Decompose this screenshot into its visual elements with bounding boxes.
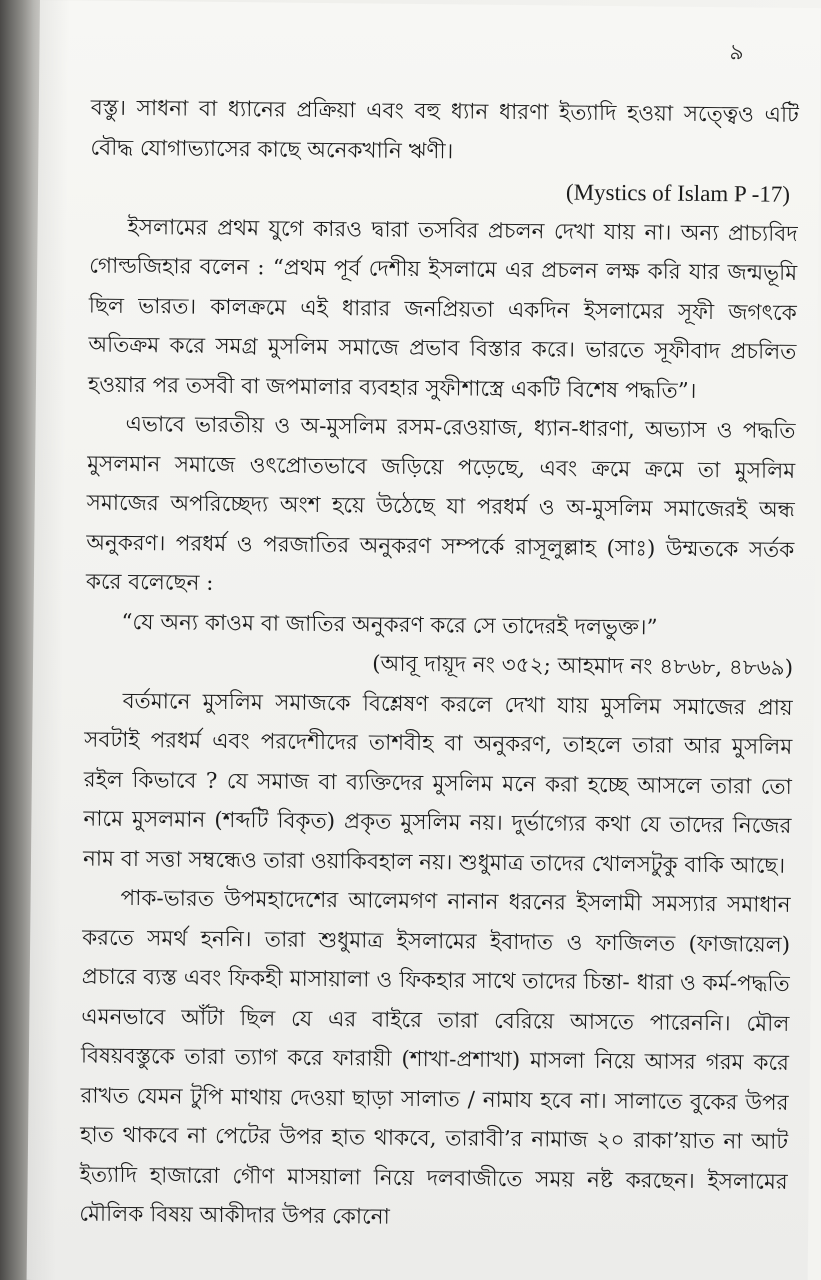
paragraph-1: বস্তু। সাধনা বা ধ্যানের প্রক্রিয়া এবং বহু ধ্যান ধারণা ইত্যাদি হওয়া সত্ত্বেও এটি বৌদ্ধ যোগাভ্যাসের কাছে অনেকখানি ঋণী। xyxy=(90,95,799,164)
page-number: ৯ xyxy=(729,40,744,66)
page-body xyxy=(79,89,799,1242)
paragraph-3: এভাবে ভারতীয় ও অ-মুসলিম রসম-রেওয়াজ, ধ্যান-ধারণা, অভ্যাস ও পদ্ধতি মুসলমান সমাজে ওৎপ্রোতভাবে জড়িয়ে পড়েছে, এবং ক্রমে ক্রমে তা মুসলিম সমাজের অপরিচ্ছেদ্য অংশ হয়ে উঠেছে যা পরধর্ম ও অ-মুসলিম সমাজেরই অন্ধ অনুকরণ। পরধর্ম ও পরজাতির অনুকরণ সম্পর্কে রাসূলুল্লাহ (সাঃ) উম্মতকে সর্তক করে বলেছেন : xyxy=(85,411,796,596)
paragraph-2: ইসলামের প্রথম যুগে কারও দ্বারা তসবির প্রচলন দেখা যায় না। অন্য প্রাচ্যবিদ গোল্ডজিহার বলেন : “প্রথম পূর্ব দেশীয় ইসলামে এর প্রচলন লক্ষ করি যার জন্মভূমি ছিল ভারত। কালক্রমে এই ধারার জনপ্রিয়তা একদিন ইসলামের সূফী জগৎকে অতিক্রম করে সমগ্র মুসলিম সমাজে প্রভাব বিস্তার করে। ভারতে সূফীবাদ প্রচলিত হওয়ার পর তসবী বা জপমালার ব্যবহার সুফীশাস্ত্রে একটি বিশেষ পদ্ধতি”। xyxy=(87,214,798,404)
hadith-quote: “যে অন্য কাওম বা জাতির অনুকরণ করে সে তাদেরই দলভুক্ত।” xyxy=(121,609,658,641)
book-page xyxy=(27,0,821,1280)
reference-abu-dawud: (আবূ দায়ূদ নং ৩৫২; আহমাদ নং ৪৮৬৮, ৪৮৬৯) xyxy=(372,651,794,681)
reference-mystics-of-islam: (Mystics of Islam P -17) xyxy=(565,179,791,207)
paragraph-5: পাক-ভারত উপমহাদেশের আলেমগণ নানান ধরনের ইসলামী সমস্যার সমাধান করতে সমর্থ হননি। তারা শুধুমাত্র ইসলামের ইবাদাত ও ফাজিলত (ফাজায়েল) প্রচারে ব্যস্ত এবং ফিকহী মাসায়ালা ও ফিকহার সাথে তাদের চিন্তা- ধারা ও কর্ম-পদ্ধতি এমনভাবে আঁটা ছিল যে এর বাইরে তারা বেরিয়ে আসতে পারেননি। মৌল বিষয়বস্তুকে তারা ত্যাগ করে ফারায়ী (শাখা-প্রশাখা) মাসলা নিয়ে আসর গরম করে রাখত যেমন টুপি মাথায় দেওয়া ছাড়া সালাত / নামায হবে না। সালাতে বুকের উপর হাত থাকবে না পেটের উপর হাত থাকবে, তারাবী’র নামাজ ২০ রাকা’য়াত না আট ইত্যাদি হাজারো গৌণ মাসয়ালা নিয়ে দলবাজীতে সময় নষ্ট করছেন। ইসলামের মৌলিক বিষয় আকীদার উপর কোনো xyxy=(79,885,791,1230)
paragraph-4: বর্তমানে মুসলিম সমাজকে বিশ্লেষণ করলে দেখা যায় মুসলিম সমাজের প্রায় সবটাই পরধর্ম এবং পরদেশীদের তাশবীহ বা অনুকরণ, তাহলে তারা আর মুসলিম রইল কিভাবে ? যে সমাজ বা ব্যক্তিদের মুসলিম মনে করা হচ্ছে আসলে তারা তো নামে মুসলমান (শব্দটি বিকৃত) প্রকৃত মুসলিম নয়। দুর্ভাগ্যের কথা যে তাদের নিজের নাম বা সত্তা সম্বন্ধেও তারা ওয়াকিবহাল নয়। শুধুমাত্র তাদের খোলসটুকু বাকি আছে। xyxy=(82,688,793,879)
